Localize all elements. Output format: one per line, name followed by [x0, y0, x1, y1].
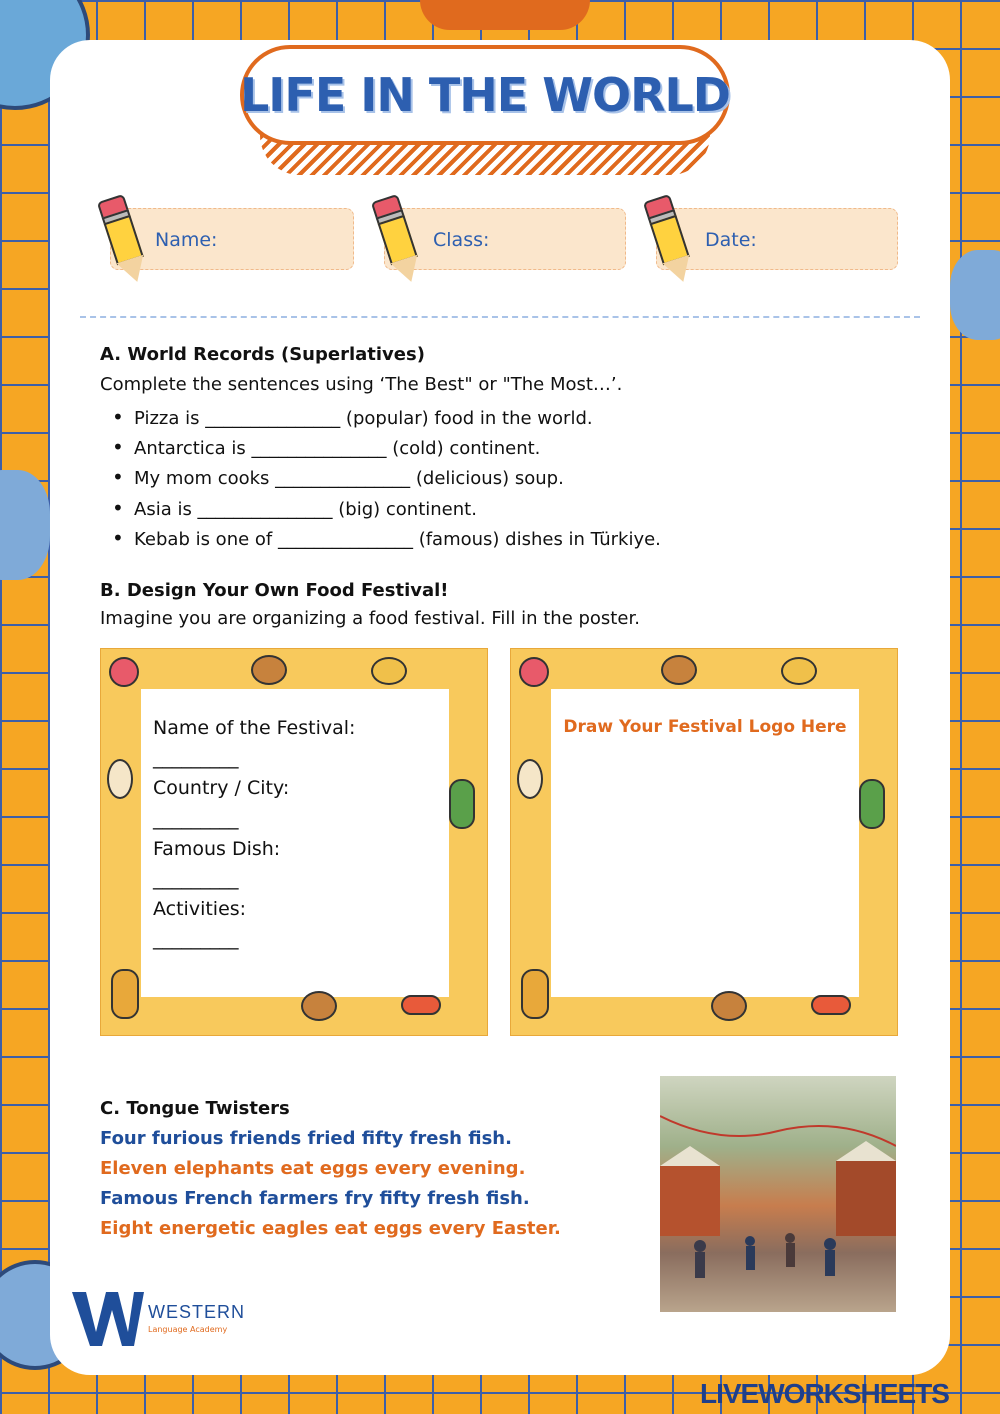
icecream-icon [517, 759, 543, 799]
poster-field-label: Country / City: [153, 777, 290, 800]
list-item: • Antarctica is _______________ (cold) continent. [112, 432, 661, 462]
brand-name: WESTERN [148, 1302, 245, 1322]
section-a-instructions: Complete the sentences using ‘The Best" or "The Most…’. [100, 374, 623, 395]
festival-photo [660, 1076, 896, 1312]
burger-icon [251, 655, 287, 685]
tongue-twister: Eleven elephants eat eggs every evening. [100, 1158, 526, 1179]
tongue-twister: Eight energetic eagles eat eggs every Easter. [100, 1218, 561, 1239]
icecream-icon [107, 759, 133, 799]
festival-logo-poster[interactable] [510, 648, 898, 1036]
superlatives-list [112, 402, 661, 553]
western-logo-icon [72, 1292, 144, 1346]
list-item: • My mom cooks _______________ (delicious) soup. [112, 462, 661, 492]
festival-info-poster [100, 648, 488, 1036]
poster-field-blank[interactable]: _________ [153, 807, 239, 830]
logo-prompt: Draw Your Festival Logo Here [563, 717, 847, 737]
poster-field-label: Activities: [153, 898, 247, 921]
class-label: Class: [433, 229, 490, 251]
circle-decoration [420, 0, 590, 30]
section-b-instructions: Imagine you are organizing a food festival. Fill in the poster. [100, 608, 640, 629]
leaf-decoration [0, 470, 50, 580]
list-item: • Asia is _______________ (big) continent. [112, 493, 661, 523]
tongue-twister: Famous French farmers fry fifty fresh fish. [100, 1188, 530, 1209]
burger-icon [661, 655, 697, 685]
date-label: Date: [705, 229, 757, 251]
section-a-heading: A. World Records (Superlatives) [100, 344, 425, 365]
tongue-twister: Four furious friends fried fifty fresh fish. [100, 1128, 512, 1149]
burger-icon [711, 991, 747, 1021]
poster-field-label: Famous Dish: [153, 837, 281, 860]
section-c-heading: C. Tongue Twisters [100, 1098, 290, 1119]
burger-icon [301, 991, 337, 1021]
poster-field-blank[interactable]: _________ [153, 747, 239, 770]
cactus-icon [449, 779, 475, 829]
list-item: • Kebab is one of _______________ (famous) dishes in Türkiye. [112, 523, 661, 553]
cactus-icon [859, 779, 885, 829]
pineapple-icon [521, 969, 549, 1019]
list-item: • Pizza is _______________ (popular) food in the world. [112, 402, 661, 432]
festival-market-illustration [660, 1076, 896, 1312]
taco-icon [371, 657, 407, 685]
apple-icon [519, 657, 549, 687]
poster-field-blank[interactable]: _________ [153, 928, 239, 951]
watermark: LIVEWORKSHEETS [700, 1378, 949, 1409]
poster-field-blank[interactable]: _________ [153, 868, 239, 891]
name-label: Name: [155, 229, 218, 251]
poster-fields [153, 713, 443, 955]
pineapple-icon [111, 969, 139, 1019]
divider [80, 316, 920, 318]
section-b-heading: B. Design Your Own Food Festival! [100, 580, 449, 601]
carrot-icon [811, 995, 851, 1015]
poster-field-label: Name of the Festival: [153, 717, 356, 739]
leaf-decoration [950, 250, 1000, 340]
brand-subtitle: Language Academy [148, 1325, 228, 1334]
taco-icon [781, 657, 817, 685]
page-title: LIFE IN THE WORLD [240, 68, 730, 122]
apple-icon [109, 657, 139, 687]
title-banner [240, 45, 730, 165]
carrot-icon [401, 995, 441, 1015]
